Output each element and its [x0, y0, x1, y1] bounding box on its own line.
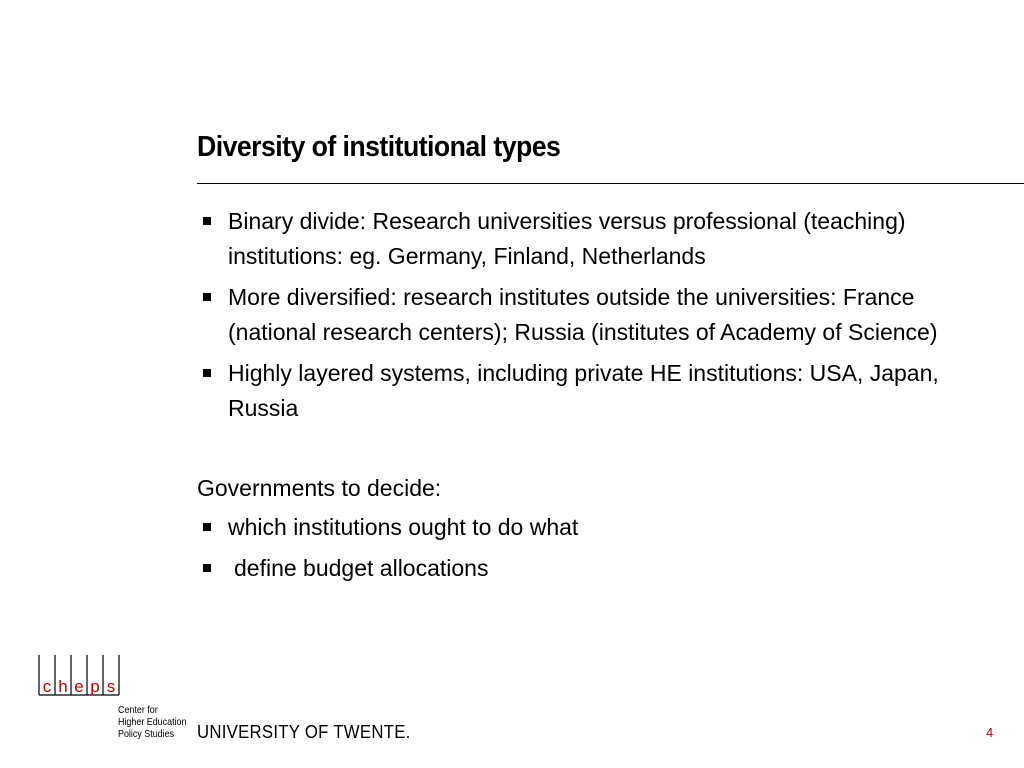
bullet-list — [197, 204, 1007, 426]
logo-line: Policy Studies — [118, 728, 175, 740]
section-heading: Governments to decide: — [197, 475, 442, 501]
slide-content — [197, 204, 1007, 592]
section-bullet-list — [197, 510, 1007, 586]
cheps-logo-mark — [38, 655, 128, 700]
logo-letter: s — [106, 677, 116, 696]
logo-letter: h — [58, 677, 68, 696]
cheps-logo — [38, 655, 188, 745]
bullet-item: Binary divide: Research universities versus professional (teaching) institutions: eg. Germany, Finland, Netherlands — [197, 204, 1007, 274]
slide-title: Diversity of institutional types — [197, 131, 561, 163]
bullet-item: Highly layered systems, including private HE institutions: USA, Japan, Russia — [197, 356, 1007, 426]
bullet-item: More diversified: research institutes outside the universities: France (national research centers); Russia (institutes of Academy of Science) — [197, 280, 1007, 350]
logo-letter: e — [74, 677, 84, 696]
title-divider — [197, 183, 1024, 184]
page-number: 4 — [986, 725, 994, 740]
bullet-item: which institutions ought to do what — [197, 510, 1007, 545]
logo-line: Center for — [118, 704, 158, 716]
logo-letter: p — [90, 677, 100, 696]
university-name: UNIVERSITY OF TWENTE. — [197, 722, 411, 742]
logo-letter: c — [42, 677, 52, 696]
logo-line: Higher Education — [118, 716, 187, 728]
bullet-item — [197, 551, 1007, 586]
bullet-text: define budget allocations — [234, 555, 489, 581]
